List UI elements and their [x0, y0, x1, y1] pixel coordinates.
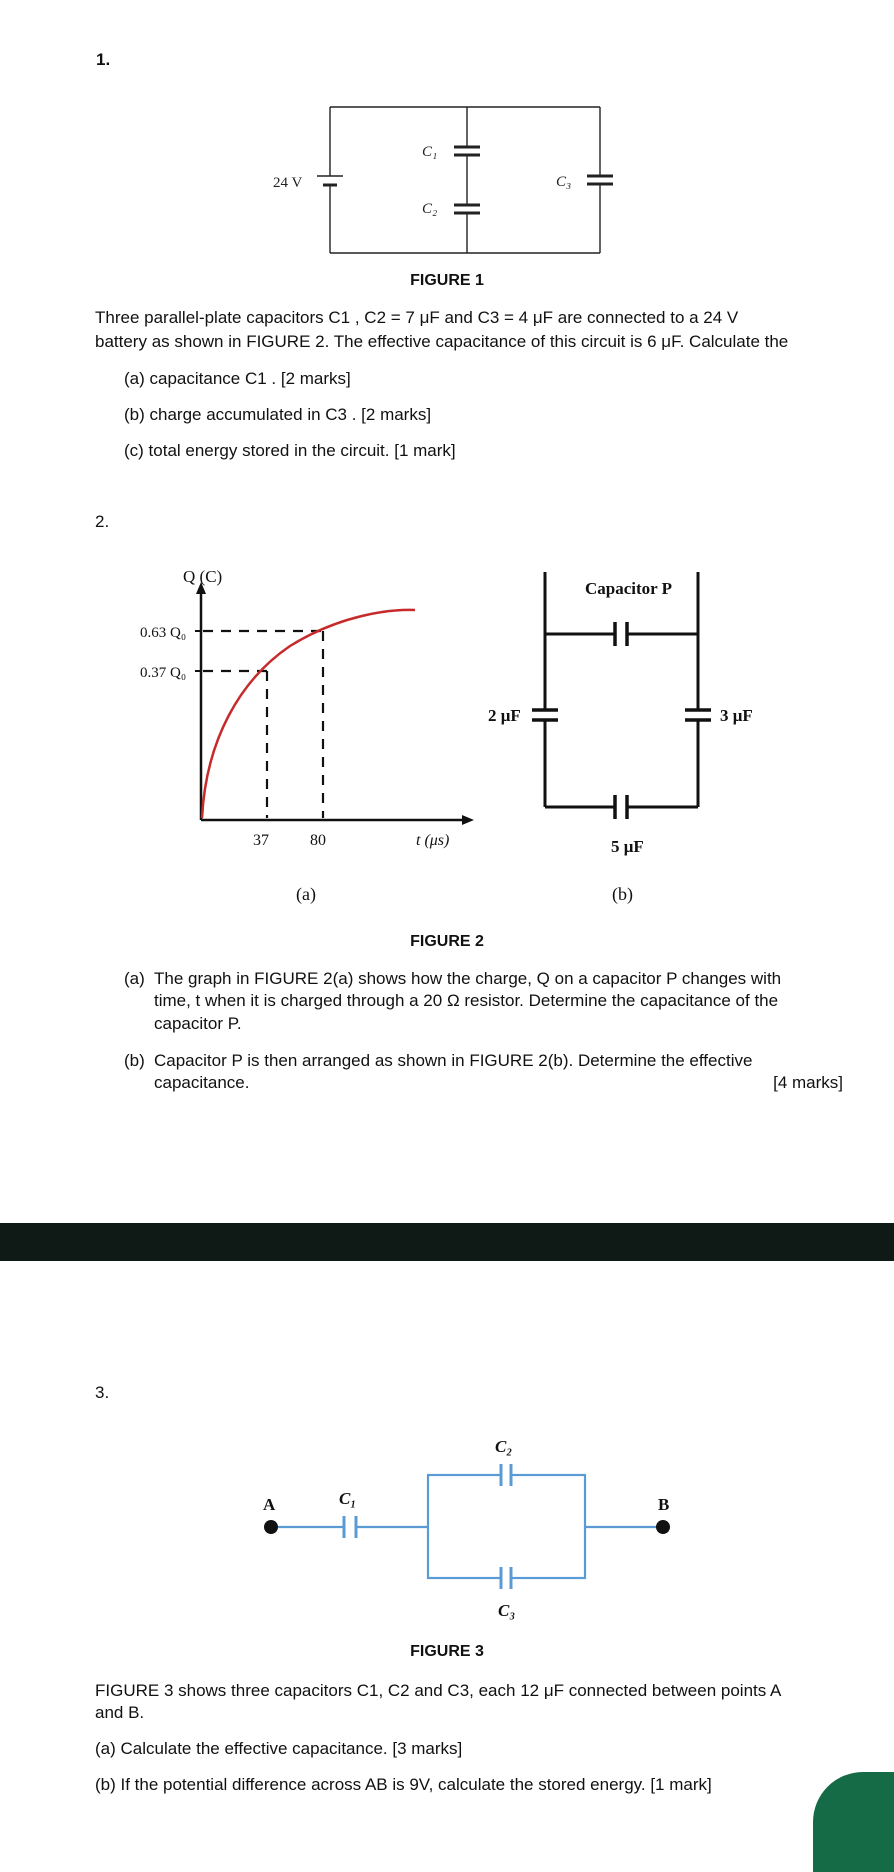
capacitor-p-label: Capacitor P — [585, 579, 673, 598]
capacitor-c1-symbol — [454, 147, 480, 155]
y-tick-037: 0.37 Q₀ — [140, 665, 187, 681]
figure-2a-graph — [130, 560, 480, 860]
c1-label: C₁ — [422, 144, 438, 160]
question-3-number: 3. — [95, 1383, 110, 1402]
c2-label: C₂ — [495, 1437, 513, 1456]
x-tick-80: 80 — [310, 832, 326, 849]
question-1-part-c: (c) total energy stored in the circuit. [1 mark] — [124, 441, 456, 460]
figure-1-circuit — [255, 100, 625, 260]
corner-button[interactable] — [813, 1772, 894, 1872]
figure-2b-sublabel: (b) — [612, 884, 633, 904]
terminal-a — [264, 1520, 278, 1534]
capacitor-5uf-label: 5 μF — [611, 837, 644, 856]
figure-3-circuit — [240, 1430, 700, 1640]
terminal-b — [656, 1520, 670, 1534]
question-1-part-b: (b) charge accumulated in C3 . [2 marks] — [124, 405, 432, 424]
page-divider-band — [0, 1223, 894, 1261]
question-1-part-a: (a) capacitance C1 . [2 marks] — [124, 369, 351, 388]
charge-curve — [202, 610, 415, 818]
question-2-part-b-label: (b) — [124, 1051, 145, 1070]
question-1-intro-line-1: Three parallel-plate capacitors C1 , C2 = 7 μF and C3 = 4 μF are connected to a 24 V — [95, 308, 739, 327]
capacitor-c3-symbol — [587, 176, 613, 184]
y-tick-063: 0.63 Q₀ — [140, 625, 187, 641]
question-2-part-a-label: (a) — [124, 969, 145, 988]
figure-1-caption: FIGURE 1 — [410, 272, 484, 289]
terminal-b-label: B — [658, 1495, 670, 1514]
terminal-a-label: A — [263, 1495, 276, 1514]
question-2-part-a-line-2: time, t when it is charged through a 20 Ω resistor. Determine the capacitance of the — [154, 991, 779, 1010]
question-2-part-a-line-3: capacitor P. — [154, 1014, 242, 1033]
question-3-part-b: (b) If the potential difference across AB is 9V, calculate the stored energy. [1 mark] — [95, 1775, 712, 1794]
capacitor-c2-symbol — [454, 205, 480, 213]
y-axis-label: Q (C) — [183, 567, 223, 586]
figure-3-caption: FIGURE 3 — [410, 1643, 484, 1660]
battery-symbol — [317, 176, 343, 185]
x-tick-37: 37 — [253, 832, 269, 849]
figure-2-caption: FIGURE 2 — [410, 933, 484, 950]
question-2-part-b-line-2: capacitance. — [154, 1073, 250, 1092]
c3-label: C₃ — [498, 1601, 516, 1620]
question-1-number: 1. — [96, 50, 111, 69]
figure-2a-sublabel: (a) — [296, 884, 316, 904]
x-axis-arrow — [462, 815, 474, 825]
question-3-part-a: (a) Calculate the effective capacitance. [3 marks] — [95, 1739, 463, 1758]
figure-2b-circuit — [480, 560, 780, 860]
question-1-intro-line-2: battery as shown in FIGURE 2. The effective capacitance of this circuit is 6 μF. Calculate the — [95, 332, 789, 351]
c3-label: C₃ — [556, 174, 572, 190]
question-3-intro-line-1: FIGURE 3 shows three capacitors C1, C2 and C3, each 12 μF connected between points A — [95, 1681, 782, 1700]
capacitor-2uf-label: 2 μF — [488, 706, 521, 725]
battery-label: 24 V — [273, 175, 303, 191]
question-2-part-b-line-1: Capacitor P is then arranged as shown in FIGURE 2(b). Determine the effective — [154, 1051, 753, 1070]
question-2-part-a-line-1: The graph in FIGURE 2(a) shows how the charge, Q on a capacitor P changes with — [154, 969, 782, 988]
question-2-marks: [4 marks] — [773, 1073, 843, 1092]
c1-label: C₁ — [339, 1489, 357, 1508]
c2-label: C₂ — [422, 201, 438, 217]
question-3-intro-line-2: and B. — [95, 1703, 145, 1722]
capacitor-3uf-label: 3 μF — [720, 706, 753, 725]
question-2-number: 2. — [95, 512, 110, 531]
x-axis-label: t (μs) — [416, 832, 450, 849]
